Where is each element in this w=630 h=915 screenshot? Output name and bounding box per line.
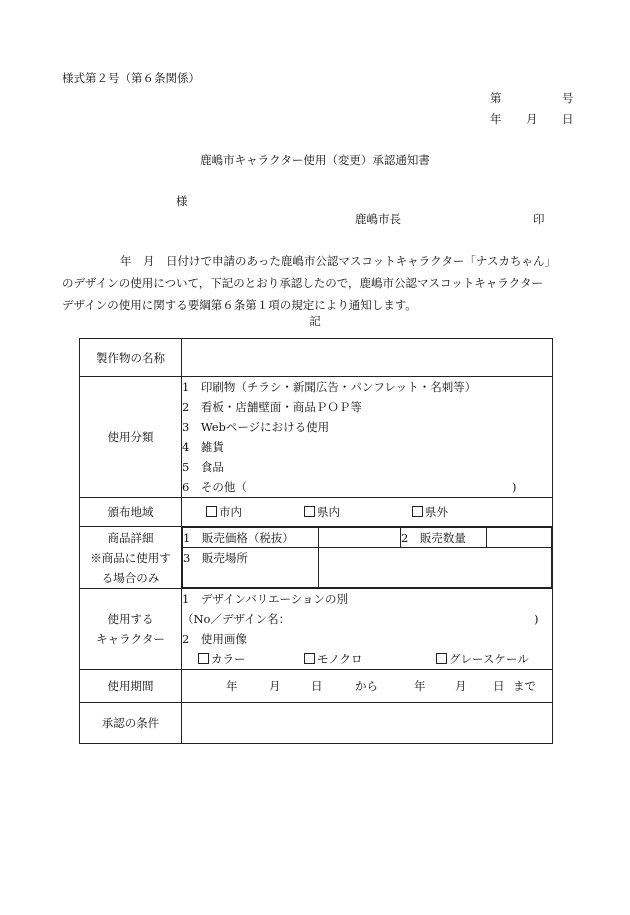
area-row <box>80 498 553 527</box>
place-label: 3 販売場所 <box>183 548 319 588</box>
period-year-start: 年 <box>226 679 238 693</box>
usage-item: 5 食品 <box>182 460 224 474</box>
area-option-label: 県内 <box>317 505 340 519</box>
usage-options <box>182 377 553 498</box>
period-row <box>80 670 553 703</box>
character-design-name-close: ) <box>534 612 539 626</box>
approval-form-table <box>79 338 553 744</box>
usage-item: 4 雑貨 <box>182 440 224 454</box>
character-label-line: 使用する <box>107 612 154 626</box>
body-line-3: デザインの使用に関する要綱第６条第１項の規定により通知します。 <box>62 298 417 312</box>
character-label-line: キャラクター <box>96 632 165 646</box>
period-year-end: 年 <box>414 679 426 693</box>
date-year: 年 <box>490 112 502 126</box>
goods-detail-inner <box>182 527 552 588</box>
period-label: 使用期間 <box>80 670 182 703</box>
number-suffix: 号 <box>562 91 574 105</box>
date-day: 日 <box>562 112 574 126</box>
image-option-color[interactable] <box>198 649 246 669</box>
character-label <box>80 589 182 670</box>
area-option-outside[interactable] <box>412 502 448 522</box>
checkbox-icon[interactable] <box>412 506 423 517</box>
area-option-label: 県外 <box>425 505 448 519</box>
goods-label-line: る場合のみ <box>101 570 160 585</box>
price-field[interactable] <box>319 528 401 548</box>
period-until: まで <box>513 679 536 693</box>
character-image-options <box>182 649 552 669</box>
character-design-name-label: （No／デザイン名： <box>182 612 291 626</box>
body-line-2: のデザインの使用について，下記のとおり承認したので，鹿嶋市公認マスコットキャラクター <box>62 276 544 290</box>
usage-other-label: 6 その他（ <box>182 480 247 494</box>
usage-label: 使用分類 <box>80 377 182 498</box>
body-line-1: 年 月 日付けで申請のあった鹿嶋市公認マスコットキャラクター「ナスカちゃん」 <box>120 254 556 268</box>
usage-item-other <box>182 477 552 497</box>
place-field[interactable] <box>319 548 552 588</box>
product-name-label: 製作物の名称 <box>80 339 182 377</box>
usage-item: 2 看板・店舗壁面・商品ＰＯＰ等 <box>182 400 362 414</box>
checkbox-icon[interactable] <box>206 506 217 517</box>
character-row <box>80 589 553 670</box>
area-option-prefecture[interactable] <box>304 502 340 522</box>
usage-item: 3 Webページにおける使用 <box>182 420 330 434</box>
document-title: 鹿嶋市キャラクター使用（変更）承認通知書 <box>200 153 430 167</box>
checkbox-icon[interactable] <box>304 506 315 517</box>
quantity-label: 2 販売数量 <box>401 528 487 548</box>
image-option-label: モノクロ <box>317 652 363 666</box>
date-month: 月 <box>526 112 538 126</box>
quantity-field[interactable] <box>487 528 552 548</box>
period-month-start: 月 <box>269 679 281 693</box>
number-prefix: 第 <box>490 91 502 105</box>
image-option-label: グレースケール <box>449 652 529 666</box>
goods-detail-label <box>80 527 182 589</box>
product-name-row <box>80 339 553 377</box>
period-field[interactable] <box>182 670 553 703</box>
form-number: 様式第２号（第６条関係） <box>62 71 200 85</box>
image-option-mono[interactable] <box>304 649 363 669</box>
conditions-field[interactable] <box>182 703 553 744</box>
area-label: 頒布地域 <box>80 498 182 527</box>
checkbox-icon[interactable] <box>436 653 447 664</box>
image-option-label: カラー <box>211 652 246 666</box>
area-options-row <box>182 502 552 522</box>
goods-label-line: ※商品に使用す <box>90 550 171 565</box>
usage-item: 1 印刷物（チラシ・新聞広告・パンフレット・名刺等） <box>182 380 477 394</box>
notice-body <box>62 250 577 316</box>
area-option-label: 市内 <box>219 505 242 519</box>
checkbox-icon[interactable] <box>198 653 209 664</box>
period-from: から <box>355 679 378 693</box>
period-text <box>182 676 552 696</box>
character-fields <box>182 589 553 670</box>
period-day-end: 日 <box>493 679 505 693</box>
mayor-name: 鹿嶋市長 <box>355 212 401 226</box>
goods-label-line: 商品詳細 <box>107 530 154 545</box>
area-option-city[interactable] <box>206 502 242 522</box>
image-option-grayscale[interactable] <box>436 649 529 669</box>
usage-other-close: ) <box>512 480 517 494</box>
character-image-label: 2 使用画像 <box>182 632 247 646</box>
character-variation-label: 1 デザインバリエーションの別 <box>182 592 349 606</box>
ki-heading: 記 <box>309 314 321 328</box>
seal-mark: 印 <box>533 212 545 226</box>
period-month-end: 月 <box>455 679 467 693</box>
area-options <box>182 498 553 527</box>
conditions-row <box>80 703 553 744</box>
period-day-start: 日 <box>311 679 323 693</box>
checkbox-icon[interactable] <box>304 653 315 664</box>
goods-detail-row <box>80 527 553 589</box>
goods-detail-fields <box>182 527 553 589</box>
usage-row <box>80 377 553 498</box>
addressee: 様 <box>176 194 188 208</box>
price-label: 1 販売価格（税抜） <box>183 528 319 548</box>
conditions-label: 承認の条件 <box>80 703 182 744</box>
character-design-name-row <box>182 609 552 629</box>
product-name-field[interactable] <box>182 339 553 377</box>
